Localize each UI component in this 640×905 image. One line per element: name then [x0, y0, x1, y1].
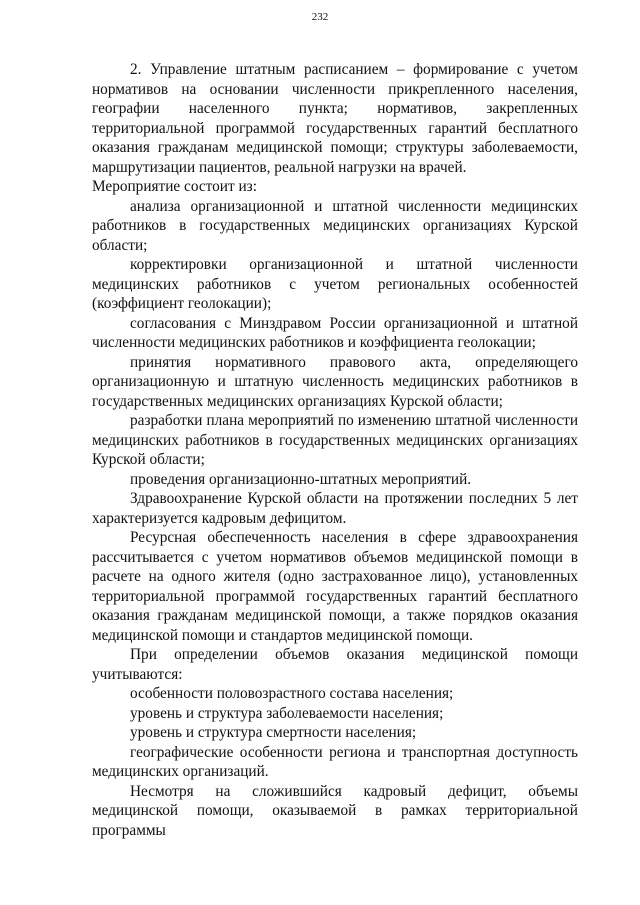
page-number: 232 [311, 11, 329, 23]
list-item-staffing-measures: проведения организационно-штатных мероприятий. [130, 470, 472, 488]
document-body [92, 60, 578, 840]
paragraph-measure-consists: Мероприятие состоит из: [92, 178, 257, 195]
list-item-morbidity: уровень и структура заболеваемости населения; [130, 704, 444, 722]
list-item-action-plan: разработки плана мероприятий по изменению штатной численности медицинских работников в государственных медицинских организациях Курской области; [92, 412, 578, 468]
list-item-population-structure: особенности половозрастного состава населения; [130, 685, 454, 702]
list-item-geography: географические особенности региона и транспортная доступность медицинских организаций. [92, 743, 578, 780]
paragraph-despite-deficit: Несмотря на сложившийся кадровый дефицит, объемы медицинской помощи, оказываемой в рамках территориальной программы [92, 782, 578, 839]
paragraph-staffing-management: 2. Управление штатным расписанием – формирование с учетом нормативов на основании численности прикрепленного населения, географии населенного пункта; нормативов, закрепленных территориальной программой государственных гарантий бесплатного оказания гражданам медицинской помощи; структуры заболеваемости, маршрутизации пациентов, реальной нагрузки на врачей. [92, 61, 578, 176]
paragraph-resource-provision: Ресурсная обеспеченность населения в сфере здравоохранения рассчитывается с учетом нормативов объемов медицинской помощи в расчете на одного жителя (одно застрахованное лицо), установленных территориальной программой государственных гарантий бесплатного оказания гражданам медицинской помощи, а также порядков оказания медицинской помощи и стандартов медицинской помощи. [92, 529, 578, 644]
list-item-approval: согласования с Минздравом России организационной и штатной численности медицинских работников и коэффициента геолокации; [92, 314, 578, 351]
list-item-regulatory-act: принятия нормативного правового акта, определяющего организационную и штатную численность медицинских работников в государственных медицинских организациях Курской области; [92, 353, 578, 410]
list-item-mortality: уровень и структура смертности населения; [130, 724, 417, 741]
list-item-adjustment: корректировки организационной и штатной численности медицинских работников с учетом региональных особенностей (коэффициент геолокации); [92, 256, 578, 312]
paragraph-volumes-considered: При определении объемов оказания медицинской помощи учитываются: [92, 646, 578, 683]
paragraph-staff-deficit: Здравоохранение Курской области на протяжении последних 5 лет характеризуется кадровым дефицитом. [92, 490, 578, 527]
list-item-analysis: анализа организационной и штатной численности медицинских работников в государственных медицинских организациях Курской области; [92, 197, 578, 254]
